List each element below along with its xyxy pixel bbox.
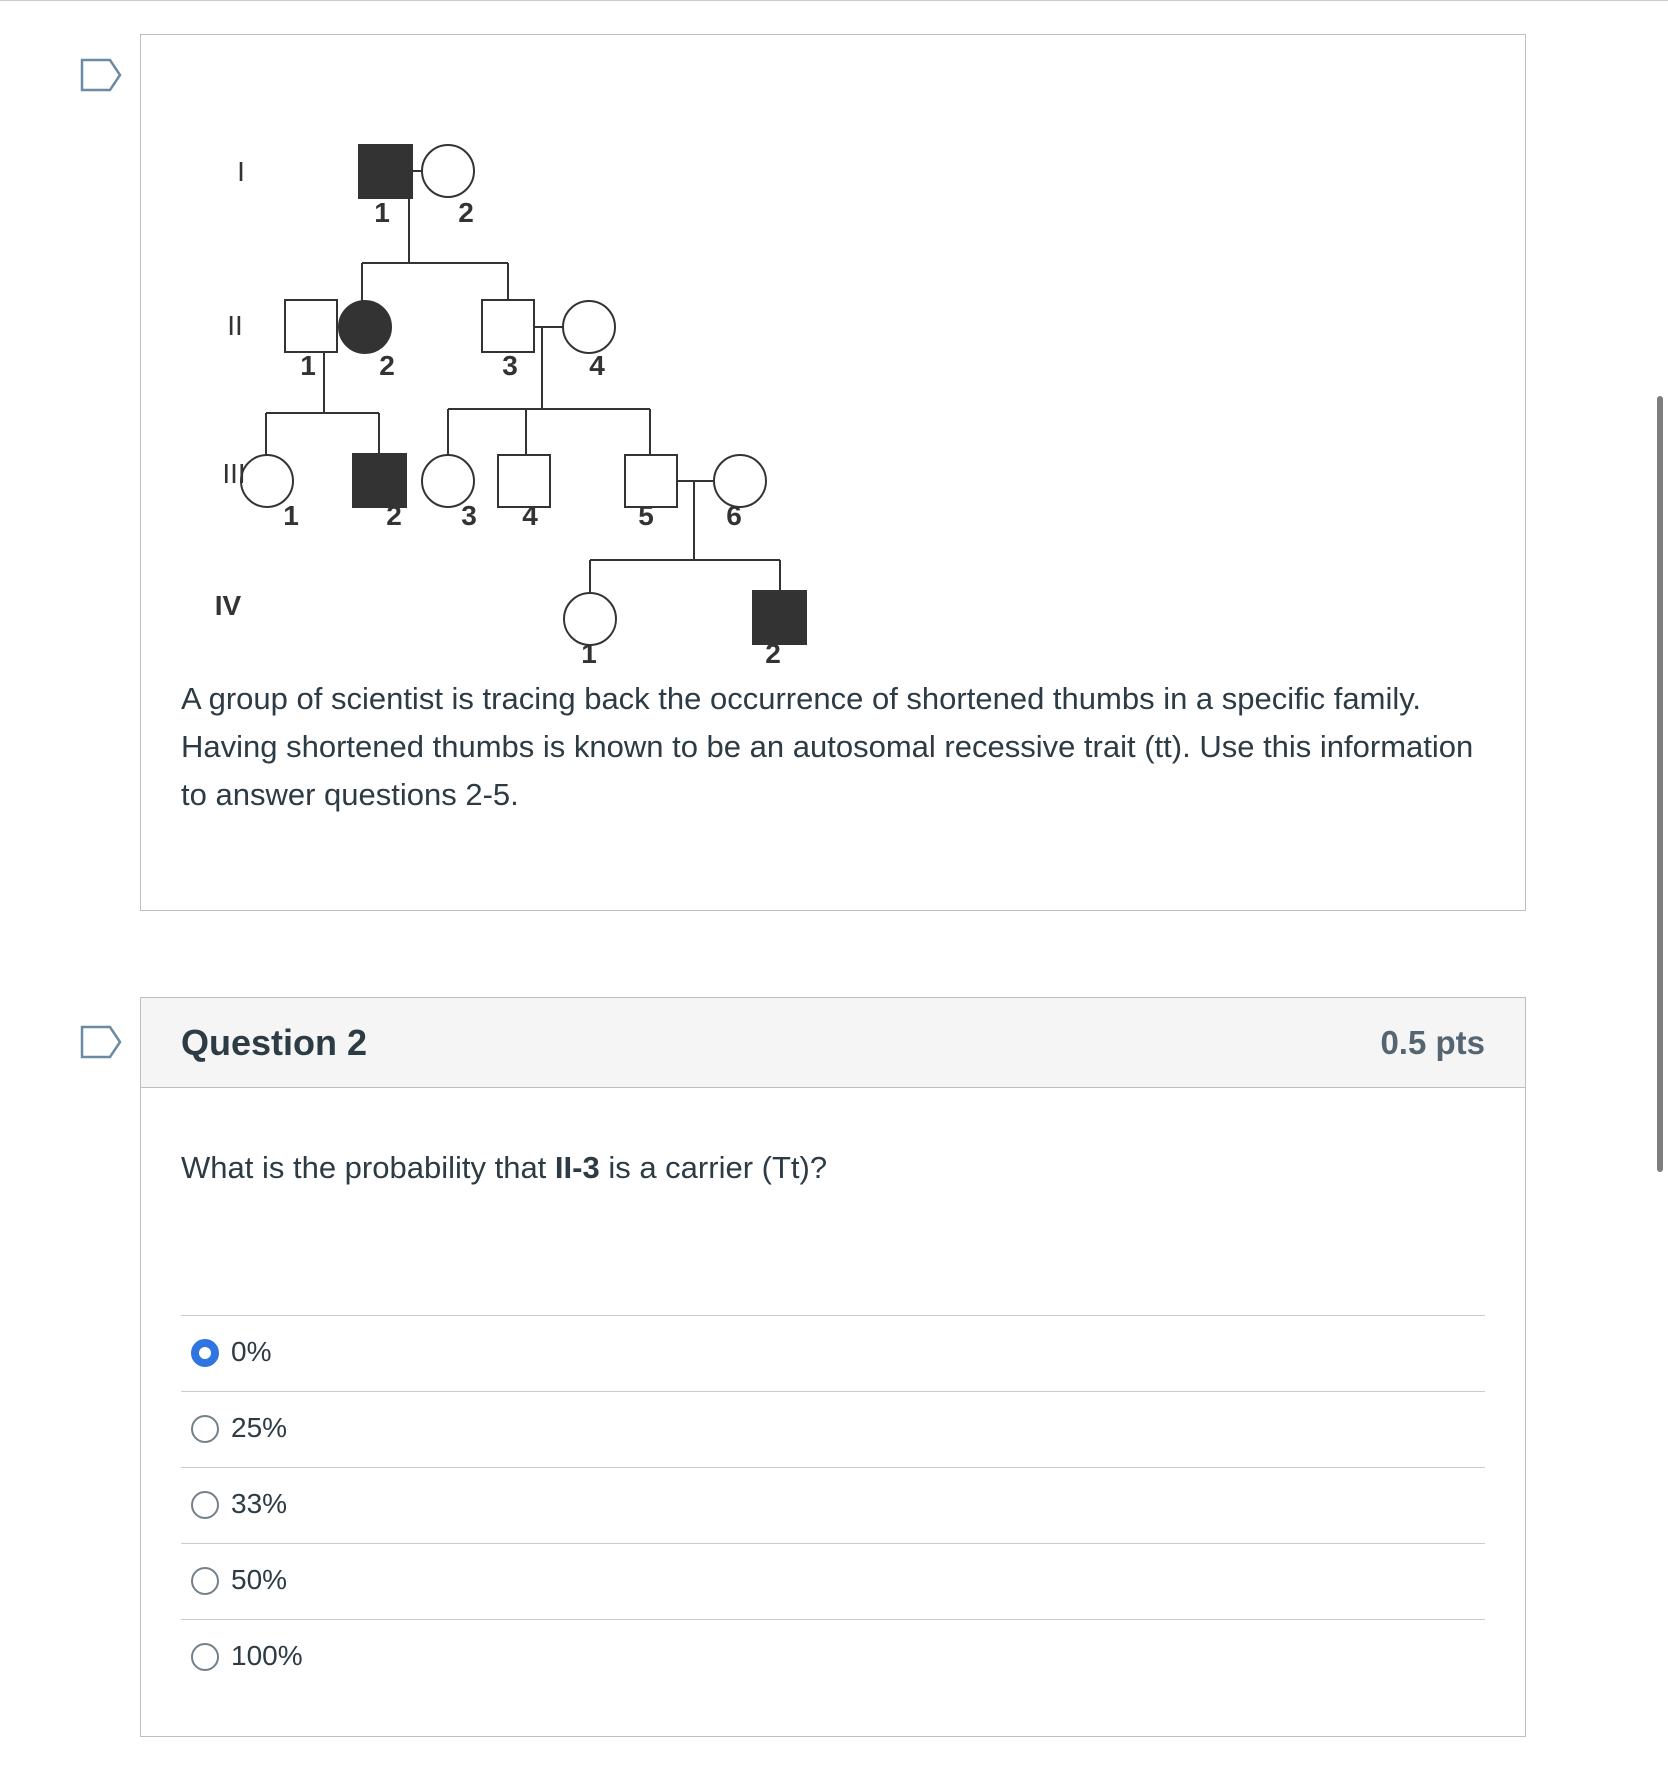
text-block-card [140,34,1526,911]
individual-number: 2 [458,197,474,228]
question-card [140,997,1526,1737]
answer-option[interactable] [181,1391,1485,1467]
pedigree-II-3-male [482,300,534,352]
top-divider [0,0,1668,1]
individual-number: 4 [589,350,605,381]
question-title: Question 2 [181,1022,368,1063]
individual-number: 1 [283,500,299,531]
question-header [141,998,1525,1088]
scrollbar-thumb[interactable] [1657,396,1663,1172]
answer-label: 25% [231,1412,288,1443]
radio-selected-icon[interactable] [191,1339,219,1367]
pedigree-II-2-affected-female [339,301,391,353]
pedigree-I-1-affected-male [359,145,412,198]
individual-number: 1 [300,350,316,381]
individual-number: 3 [461,500,477,531]
answer-option[interactable] [181,1619,1485,1695]
answer-option[interactable] [181,1543,1485,1619]
individual-number: 1 [374,197,390,228]
radio-icon[interactable] [191,1643,219,1671]
individual-number: 2 [379,350,395,381]
individual-number: 1 [581,638,597,669]
individual-number: 6 [726,500,742,531]
radio-icon[interactable] [191,1415,219,1443]
radio-icon[interactable] [191,1567,219,1595]
question-subject: II-3 [554,1150,600,1185]
answer-label: 100% [231,1640,303,1671]
individual-number: 2 [386,500,402,531]
question-text: What is the probability that II-3 is a carrier (Tt)? [181,1150,828,1185]
answer-label: 50% [231,1564,288,1595]
generation-label: I [237,156,245,187]
flag-question-icon[interactable] [80,58,122,92]
individual-number: 2 [765,638,781,669]
individual-number: 5 [638,500,654,531]
answer-label: 33% [231,1488,288,1519]
individual-number: 3 [502,350,518,381]
generation-label: II [227,310,243,341]
answer-option[interactable] [181,1467,1485,1543]
pedigree-II-1-male [285,300,337,352]
pedigree-I-2-female [422,145,474,197]
generation-label: IV [214,590,242,621]
flag-question-icon[interactable] [80,1025,122,1059]
pedigree-IV-2-affected-male [753,591,806,644]
answer-label: 0% [231,1336,272,1367]
answer-list [181,1315,1485,1695]
pedigree-II-4-female [563,301,615,353]
generation-label: III [222,458,246,489]
question-points: 0.5 pts [1380,1024,1485,1061]
passage-text: A group of scientist is tracing back the occurrence of shortened thumbs in a specific family. Having shortened thumbs is known to be an autosomal recessive trait (tt). Use this information to answer questions 2-5. [181,681,1474,812]
radio-icon[interactable] [191,1491,219,1519]
individual-number: 4 [522,500,538,531]
pedigree-chart [169,75,809,669]
answer-option[interactable] [181,1315,1485,1391]
